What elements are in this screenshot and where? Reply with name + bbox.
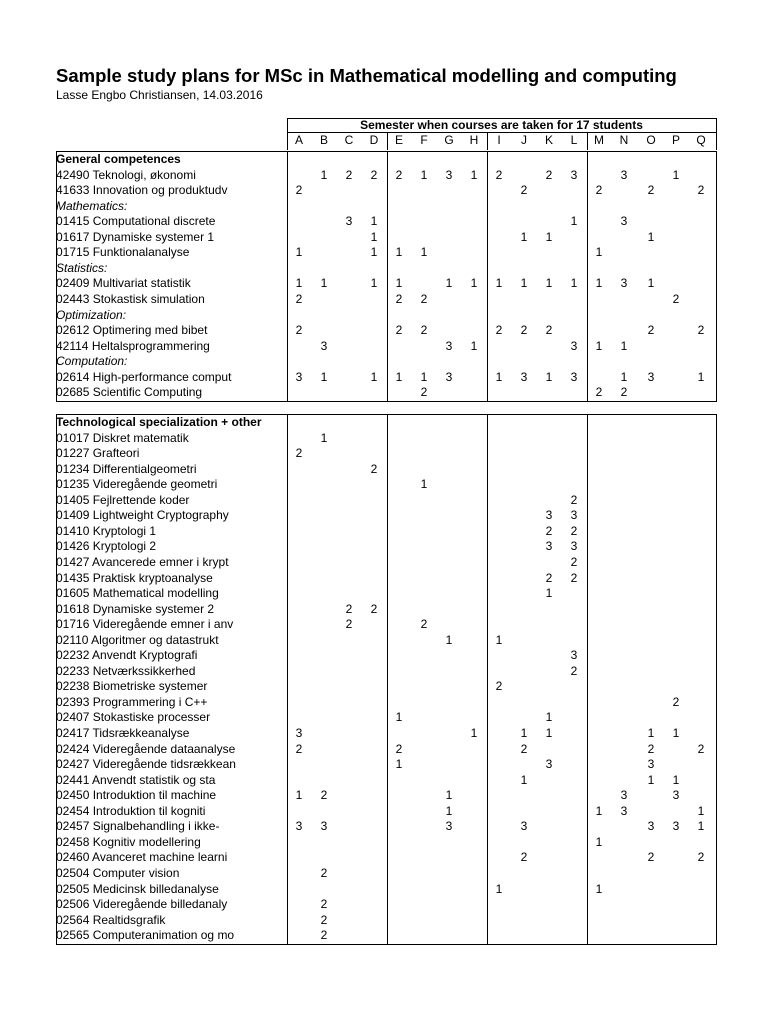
course-row — [56, 742, 716, 757]
semester-value-n: 3 — [620, 167, 628, 182]
semester-value-p: 2 — [672, 291, 680, 306]
semester-value-h: 1 — [470, 338, 478, 353]
semester-value-m: 1 — [595, 881, 603, 896]
semester-value-o: 3 — [647, 369, 655, 384]
semester-value-p: 3 — [672, 788, 680, 803]
course-label: 02441 Anvendt statistik og sta — [56, 772, 216, 787]
semester-value-c: 2 — [345, 167, 353, 182]
semester-value-n: 1 — [620, 369, 628, 384]
column-header-a: A — [294, 133, 303, 147]
course-row — [56, 679, 716, 694]
semester-value-k: 2 — [545, 570, 553, 585]
semester-value-i: 1 — [495, 276, 503, 291]
semester-value-j: 1 — [520, 726, 528, 740]
header-group-separator — [387, 132, 388, 150]
category-label: Computation: — [56, 354, 128, 369]
course-row — [56, 633, 716, 648]
semester-value-k: 1 — [545, 586, 553, 601]
semester-value-j: 3 — [520, 369, 528, 384]
column-header-b: B — [319, 133, 328, 147]
semester-value-i: 2 — [495, 167, 503, 182]
semester-value-k: 3 — [545, 508, 553, 523]
semester-value-k: 2 — [545, 323, 553, 338]
course-label: 02505 Medicinsk billedanalyse — [56, 881, 219, 896]
category-label: Mathematics: — [56, 198, 128, 213]
semester-value-g: 3 — [445, 338, 453, 353]
course-label: 01017 Diskret matematik — [56, 430, 189, 445]
document-title: Sample study plans for MSc in Mathematical modelling and computing — [56, 65, 677, 86]
column-header-h: H — [469, 133, 479, 147]
semester-value-o: 2 — [647, 323, 655, 338]
semester-value-f: 2 — [420, 291, 428, 306]
course-label: 02424 Videregående dataanalyse — [56, 741, 236, 756]
category-row — [56, 261, 716, 276]
semester-value-l: 2 — [570, 492, 578, 507]
semester-value-c: 3 — [345, 214, 353, 229]
course-label: 01605 Mathematical modelling — [56, 586, 219, 601]
semester-value-j: 1 — [520, 276, 528, 291]
semester-value-p: 1 — [672, 726, 680, 740]
course-row — [56, 183, 716, 198]
course-row — [56, 245, 716, 260]
header-left-border — [287, 118, 288, 150]
course-label: 01617 Dynamiske systemer 1 — [56, 229, 215, 244]
header-group-separator — [587, 132, 588, 150]
course-row — [56, 571, 716, 586]
semester-value-k: 2 — [545, 523, 553, 538]
semester-value-g: 1 — [445, 632, 453, 647]
course-row — [56, 819, 716, 834]
course-label: 02417 Tidsrækkeanalyse — [56, 726, 190, 740]
semester-value-l: 2 — [570, 523, 578, 538]
semester-value-c: 2 — [345, 617, 353, 632]
semester-value-a: 3 — [295, 726, 303, 740]
course-label: 02460 Avanceret machine learni — [56, 850, 228, 865]
header-group-separator — [487, 132, 488, 150]
semester-value-b: 2 — [320, 865, 328, 880]
column-header-d: D — [369, 133, 379, 147]
semester-value-q: 1 — [697, 369, 705, 384]
semester-value-a: 3 — [295, 369, 303, 384]
course-row — [56, 214, 716, 229]
semester-value-a: 2 — [295, 291, 303, 306]
course-row — [56, 648, 716, 663]
course-row — [56, 866, 716, 881]
semester-value-b: 2 — [320, 912, 328, 927]
semester-value-o: 2 — [647, 741, 655, 756]
semester-value-d: 1 — [370, 229, 378, 244]
semester-value-g: 1 — [445, 788, 453, 803]
course-row — [56, 446, 716, 461]
semester-value-e: 1 — [395, 710, 403, 725]
semester-value-k: 1 — [545, 369, 553, 384]
semester-value-n: 2 — [620, 385, 628, 400]
technological-specialization-heading-row — [56, 415, 716, 430]
semester-value-n: 1 — [620, 338, 628, 353]
course-row — [56, 524, 716, 539]
course-row — [56, 882, 716, 897]
semester-value-b: 3 — [320, 819, 328, 834]
course-label: 02409 Multivariat statistik — [56, 276, 191, 291]
course-row — [56, 664, 716, 679]
semester-value-b: 1 — [320, 430, 328, 445]
course-label: 02233 Netværkssikkerhed — [56, 663, 196, 678]
semester-value-j: 2 — [520, 183, 528, 198]
semester-value-o: 3 — [647, 819, 655, 834]
semester-value-m: 2 — [595, 385, 603, 400]
semester-value-k: 1 — [545, 229, 553, 244]
semester-value-j: 1 — [520, 772, 528, 787]
semester-value-f: 1 — [420, 369, 428, 384]
course-label: 02458 Kognitiv modellering — [56, 834, 201, 849]
semester-value-q: 2 — [697, 183, 705, 198]
course-label: 01409 Lightweight Cryptography — [56, 508, 229, 523]
course-label: 02238 Biometriske systemer — [56, 679, 208, 694]
course-label: 01227 Grafteori — [56, 446, 140, 461]
semester-value-a: 2 — [295, 183, 303, 198]
semester-value-g: 3 — [445, 369, 453, 384]
column-header-f: F — [420, 133, 428, 147]
course-label: 02110 Algoritmer og datastrukt — [56, 632, 219, 647]
semester-value-l: 3 — [570, 648, 578, 663]
course-row — [56, 710, 716, 725]
semester-value-h: 1 — [470, 276, 478, 291]
semester-value-d: 1 — [370, 276, 378, 291]
semester-value-h: 1 — [470, 726, 478, 740]
course-label: 01405 Fejlrettende koder — [56, 492, 190, 507]
semester-value-k: 1 — [545, 276, 553, 291]
semester-value-b: 2 — [320, 897, 328, 912]
course-row — [56, 757, 716, 772]
semester-value-l: 1 — [570, 214, 578, 229]
semester-value-g: 1 — [445, 803, 453, 818]
semester-value-l: 2 — [570, 554, 578, 569]
semester-value-p: 1 — [672, 167, 680, 182]
semester-value-k: 1 — [545, 710, 553, 725]
course-row — [56, 477, 716, 492]
course-row — [56, 602, 716, 617]
semester-value-m: 1 — [595, 803, 603, 818]
semester-value-f: 1 — [420, 245, 428, 260]
semester-value-n: 3 — [620, 214, 628, 229]
course-row — [56, 462, 716, 477]
semester-value-a: 1 — [295, 788, 303, 803]
semester-value-q: 1 — [697, 803, 705, 818]
semester-value-d: 2 — [370, 601, 378, 616]
semester-value-o: 3 — [647, 757, 655, 772]
course-label: 02457 Signalbehandling i ikke- — [56, 819, 220, 834]
column-header-m: M — [594, 133, 604, 147]
category-label: Optimization: — [56, 307, 127, 322]
course-label: 01234 Differentialgeometri — [56, 461, 197, 476]
semester-value-q: 2 — [697, 323, 705, 338]
course-row — [56, 835, 716, 850]
semester-value-l: 3 — [570, 539, 578, 554]
semester-value-a: 2 — [295, 446, 303, 461]
category-label: Statistics: — [56, 260, 108, 275]
semester-value-f: 1 — [420, 477, 428, 492]
semester-value-e: 1 — [395, 369, 403, 384]
course-label: 42490 Teknologi, økonomi — [56, 167, 196, 182]
semester-value-j: 2 — [520, 323, 528, 338]
author-date: Lasse Engbo Christiansen, 14.03.2016 — [56, 88, 263, 102]
header-right-border — [716, 118, 717, 150]
semester-value-a: 1 — [295, 276, 303, 291]
course-row — [56, 431, 716, 446]
semester-value-o: 1 — [647, 276, 655, 291]
course-label: 02614 High-performance comput — [56, 369, 232, 384]
semester-value-p: 3 — [672, 819, 680, 834]
course-label: 02565 Computeranimation og mo — [56, 928, 235, 943]
course-row — [56, 850, 716, 865]
general-competences-heading: General competences — [56, 152, 181, 166]
course-label: 02443 Stokastisk simulation — [56, 291, 205, 306]
semester-value-e: 1 — [395, 245, 403, 260]
semester-value-j: 2 — [520, 741, 528, 756]
semester-value-e: 2 — [395, 167, 403, 182]
course-label: 02564 Realtidsgrafik — [56, 912, 166, 927]
column-header-q: Q — [696, 133, 706, 147]
course-label: 02612 Optimering med bibet — [56, 323, 208, 338]
course-row — [56, 617, 716, 632]
column-header-k: K — [544, 133, 553, 147]
semester-value-l: 3 — [570, 167, 578, 182]
semester-value-i: 1 — [495, 632, 503, 647]
course-row — [56, 508, 716, 523]
semester-value-c: 2 — [345, 601, 353, 616]
general-competences-heading-row — [56, 152, 716, 167]
column-header-p: P — [671, 133, 680, 147]
course-row — [56, 788, 716, 803]
semester-value-a: 2 — [295, 741, 303, 756]
semester-value-m: 1 — [595, 276, 603, 291]
semester-value-e: 2 — [395, 741, 403, 756]
semester-value-j: 1 — [520, 229, 528, 244]
semester-value-g: 3 — [445, 819, 453, 834]
semester-value-d: 1 — [370, 245, 378, 260]
semester-header: Semester when courses are taken for 17 students — [360, 118, 643, 132]
course-row — [56, 493, 716, 508]
course-row — [56, 586, 716, 601]
semester-value-q: 1 — [697, 819, 705, 834]
course-label: 02504 Computer vision — [56, 865, 180, 880]
column-header-c: C — [344, 133, 354, 147]
course-label: 01410 Kryptologi 1 — [56, 523, 157, 538]
category-row — [56, 354, 716, 369]
semester-value-l: 1 — [570, 276, 578, 291]
course-label: 02450 Introduktion til machine — [56, 788, 217, 803]
category-row — [56, 199, 716, 214]
semester-value-a: 3 — [295, 819, 303, 834]
course-row — [56, 370, 716, 385]
course-row — [56, 928, 716, 943]
column-header-e: E — [394, 133, 403, 147]
semester-value-i: 2 — [495, 679, 503, 694]
course-label: 02407 Stokastiske processer — [56, 710, 211, 725]
semester-value-e: 1 — [395, 757, 403, 772]
course-label: 02232 Anvendt Kryptografi — [56, 648, 198, 663]
semester-value-d: 1 — [370, 369, 378, 384]
semester-value-b: 2 — [320, 788, 328, 803]
course-row — [56, 773, 716, 788]
semester-value-d: 2 — [370, 167, 378, 182]
semester-value-o: 1 — [647, 229, 655, 244]
semester-value-l: 2 — [570, 663, 578, 678]
semester-value-a: 2 — [295, 323, 303, 338]
course-label: 01618 Dynamiske systemer 2 — [56, 601, 215, 616]
course-label: 01716 Videregående emner i anv — [56, 617, 234, 632]
semester-value-n: 3 — [620, 803, 628, 818]
course-label: 02454 Introduktion til kogniti — [56, 803, 206, 818]
course-label: 01427 Avancerede emner i krypt — [56, 554, 229, 569]
semester-value-i: 1 — [495, 881, 503, 896]
semester-value-k: 3 — [545, 539, 553, 554]
course-label: 02506 Videregående billedanaly — [56, 897, 228, 912]
semester-value-q: 2 — [697, 850, 705, 865]
semester-value-e: 2 — [395, 291, 403, 306]
semester-value-m: 2 — [595, 183, 603, 198]
semester-value-o: 1 — [647, 772, 655, 787]
column-header-l: L — [570, 133, 578, 147]
semester-value-e: 1 — [395, 276, 403, 291]
course-label: 02427 Videregående tidsrækkean — [56, 757, 236, 772]
semester-value-i: 2 — [495, 323, 503, 338]
course-row — [56, 292, 716, 307]
course-row — [56, 168, 716, 183]
semester-value-f: 2 — [420, 323, 428, 338]
course-row — [56, 339, 716, 354]
semester-value-b: 2 — [320, 928, 328, 943]
semester-value-n: 3 — [620, 276, 628, 291]
semester-value-b: 1 — [320, 167, 328, 182]
course-row — [56, 323, 716, 338]
course-row — [56, 897, 716, 912]
semester-value-m: 1 — [595, 245, 603, 260]
semester-value-l: 3 — [570, 369, 578, 384]
semester-value-q: 2 — [697, 741, 705, 756]
semester-value-g: 3 — [445, 167, 453, 182]
semester-value-g: 1 — [445, 276, 453, 291]
semester-value-j: 2 — [520, 850, 528, 865]
course-row — [56, 230, 716, 245]
course-row — [56, 539, 716, 554]
course-row — [56, 913, 716, 928]
semester-value-b: 1 — [320, 276, 328, 291]
column-header-o: O — [646, 133, 656, 147]
course-label: 01426 Kryptologi 2 — [56, 539, 157, 554]
semester-value-k: 2 — [545, 167, 553, 182]
course-row — [56, 726, 716, 741]
course-label: 01415 Computational discrete — [56, 214, 216, 229]
course-label: 42114 Heltalsprogrammering — [56, 338, 210, 353]
semester-value-f: 2 — [420, 385, 428, 400]
course-label: 41633 Innovation og produktudv — [56, 183, 228, 198]
semester-value-m: 1 — [595, 338, 603, 353]
semester-value-k: 1 — [545, 726, 553, 740]
column-header-i: I — [497, 133, 501, 147]
semester-value-f: 1 — [420, 167, 428, 182]
semester-value-h: 1 — [470, 167, 478, 182]
course-row — [56, 276, 716, 291]
category-row — [56, 308, 716, 323]
semester-value-a: 1 — [295, 245, 303, 260]
semester-value-e: 2 — [395, 323, 403, 338]
semester-value-d: 1 — [370, 214, 378, 229]
course-label: 01435 Praktisk kryptoanalyse — [56, 570, 213, 585]
course-label: 02685 Scientific Computing — [56, 385, 203, 400]
column-header-j: J — [521, 133, 527, 147]
column-header-n: N — [619, 133, 629, 147]
course-label: 01235 Videregående geometri — [56, 477, 218, 492]
semester-value-d: 2 — [370, 461, 378, 476]
course-row — [56, 804, 716, 819]
semester-value-i: 1 — [495, 369, 503, 384]
semester-value-o: 2 — [647, 183, 655, 198]
course-row — [56, 555, 716, 570]
technological-specialization-heading: Technological specialization + other — [56, 415, 262, 429]
semester-value-b: 3 — [320, 338, 328, 353]
semester-value-l: 2 — [570, 570, 578, 585]
semester-value-j: 3 — [520, 819, 528, 834]
semester-value-p: 2 — [672, 694, 680, 709]
semester-value-l: 3 — [570, 508, 578, 523]
semester-value-p: 1 — [672, 772, 680, 787]
semester-value-l: 3 — [570, 338, 578, 353]
semester-value-b: 1 — [320, 369, 328, 384]
semester-value-f: 2 — [420, 617, 428, 632]
semester-value-m: 1 — [595, 834, 603, 849]
semester-value-k: 3 — [545, 757, 553, 772]
course-row — [56, 695, 716, 710]
semester-value-o: 1 — [647, 726, 655, 740]
course-label: 02393 Programmering i C++ — [56, 694, 208, 709]
semester-value-n: 3 — [620, 788, 628, 803]
course-label: 01715 Funktionalanalyse — [56, 245, 190, 260]
column-header-g: G — [444, 133, 454, 147]
course-row — [56, 385, 716, 400]
semester-value-o: 2 — [647, 850, 655, 865]
